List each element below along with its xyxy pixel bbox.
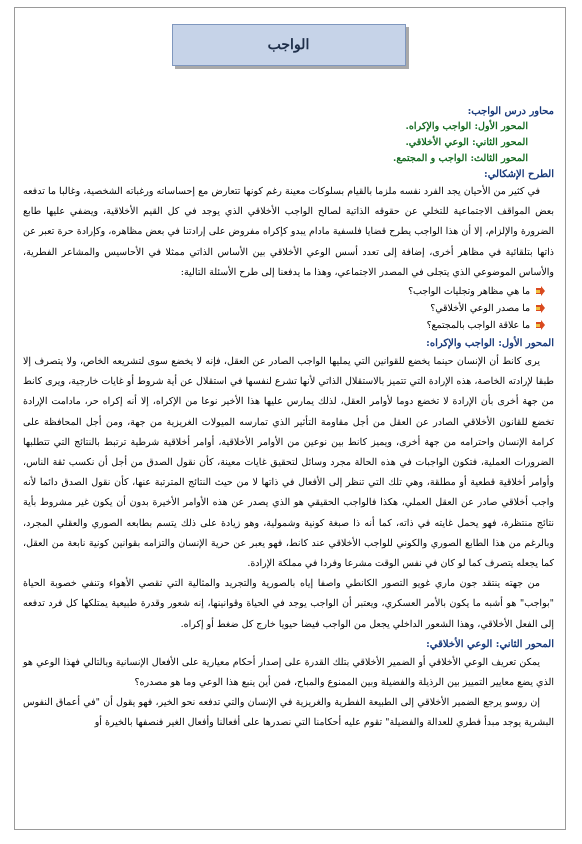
bullet-pointer-icon: [535, 286, 546, 297]
axis1-paragraph: من جهته ينتقد جون ماري غويو التصور الكانطي واصفا إياه بالصورية والتجريد والمثالية التي تقصي الأهواء وتنفي خصوبة الحياة "بواجب" هو أشبه ما يكون بالأمر العسكري، ويعتبر أن الواجب يوجد في الحياة وقوانينها، إنه شعور وقدرة طبيعية يمتلكها كل فرد تدفعه إلى الفعل الأخلاقي، وهذا الشعور الداخلي يجعل من الواجب فيضا حيويا خارج كل ضغط أو إكراه.: [23, 578, 554, 630]
question-text: ما هي مظاهر وتجليات الواجب؟: [408, 286, 530, 298]
outline-section: [23, 104, 554, 167]
question-text: ما مصدر الوعي الأخلاقي؟: [430, 303, 530, 315]
question-item: [23, 317, 546, 334]
question-item: [23, 283, 546, 300]
problem-paragraph: في كثير من الأحيان يجد الفرد نفسه ملزما بالقيام بسلوكات معينة رغم كونها تتعارض مع إحساساته ورغباته الشخصية، وغالبا ما تدفعه بعض المواقف الاجتماعية للتخلي عن حقوقه الذاتية لصالح الواجب الأخلاقي الذي يوجد في كل القيم الأخلاقية، ويضفي عليها طابع الضرورة والإلزام، إلا أن هذا الواجب يطرح قضايا فلسفية مادام يبدو كإكراه مفروض على إرادتنا في بعض مظاهره، وكإرادة حرة تعبر عن ذاتها بتلقائية في مظاهر أخرى، إضافة إلى تعدد أسس الوعي الأخلاقي بين الأساس الذاتي ممثلا في الأحاسيس والمشاعر الفطرية، والأساس الموضوعي الذي يتجلى في المصدر الاجتماعي، وهذا ما يدفعنا إلى طرح الأسئلة التالية:: [23, 186, 554, 278]
outline-heading: محاور درس الواجب:: [467, 106, 554, 117]
problem-section: [23, 167, 554, 334]
outline-item: المحور الثالث: الواجب و المجتمع.: [393, 153, 528, 164]
bullet-pointer-icon: [535, 303, 546, 314]
page-title: الواجب: [172, 24, 406, 66]
problem-heading: الطرح الإشكالي:: [484, 169, 554, 180]
question-text: ما علاقة الواجب بالمجتمع؟: [426, 320, 530, 332]
outline-item: المحور الثاني: الوعي الأخلاقي.: [405, 137, 528, 148]
axis2-section: [23, 637, 554, 734]
question-item: [23, 300, 546, 317]
axis1-heading: المحور الأول: الواجب والإكراه:: [426, 338, 554, 350]
axis1-section: [23, 336, 554, 635]
axis2-paragraph: يمكن تعريف الوعي الأخلاقي أو الضمير الأخلاقي بتلك القدرة على إصدار أحكام معيارية على الأفعال الإنسانية وبالتالي فهذا الوعي هو الذي يضع معايير التمييز بين الرذيلة والفضيلة وبين الممنوع والمباح، فمن أين ينبع هذا الوعي وما هو مصدره؟: [23, 656, 554, 689]
axis2-paragraph: إن روسو يرجع الضمير الأخلاقي إلى الطبيعة الفطرية والغريزية في الإنسان والتي تدفعه نحو الخير، فهو يقول أن "في أعماق النفوس البشرية يوجد مبدأ فطري للعدالة والفضيلة" تقوم عليه أحكامنا التي نصدرها على أفعالنا وأفعال الغير فنصفها بالخيرة أو: [23, 697, 554, 729]
outline-item: المحور الأول: الواجب والإكراه.: [405, 121, 528, 132]
bullet-pointer-icon: [535, 320, 546, 331]
axis1-paragraph: يرى كانط أن الإنسان حينما يخضع للقوانين التي يمليها الواجب الصادر عن العقل، فإنه لا يخضع سوى لتشريعه الخاص، ولا يتصرف إلا طبقا لإرادته الخاصة، هذه الإرادة التي تتميز بالاستقلال الذاتي لأنها تشرع لنفسها في استقلال عن أية شروط أو غايات خارجية، ويرى كانط من جهة أخرى بأن الإرادة لا تخضع دوما لأوامر العقل، لذلك يمارس عليها هذا الأخير نوعا من الإكراه، إلا أنه إكراه حر، مادامت الإرادة تخضع للقانون الأخلاقي الصادر عن العقل من أجل مقاومة التأثير الذي تمارسه الميولات الغريزية من جهة، ومن أجل المحافظة على كرامة الإنسان واحترامه من جهة أخرى، ويميز كانط بين نوعين من الأوامر الأخلاقية، أوامر أخلاقية شرطية ترتبط بالنتائج التي تتطلبها الضرورات العملية، فتكون الواجبات في هذه الحالة مجرد وسائل لتحقيق غايات معينة، كأن نقول الصدق من أجل أن نكسب ثقة الناس، وأوامر أخلاقية قطعية أو مطلقة، وهي تلك التي تنظر إلى الأفعال في ذاتها لا من حيث النتائج المترتبة عنها، كأن نقول الصدق دائما لأنه واجب أخلاقي صادر عن العقل العملي، هكذا فالواجب الحقيقي هو الذي يصدر عن هذه الأوامر الأخيرة بدون أن يكون غير مشروط بأية نتائج منتظرة، فهو يحمل غايته في ذاته، كما أنه ذا صبغة كونية وشمولية، وهو زيادة على ذلك يتسم بطابعه الصوري والعقلي المجرد، وبالرغم من هذا الطابع الصوري والكوني للواجب الأخلاقي عند كانط، فهو يعبر عن حرية الإنسان والتزامه بقوانين كونية نابعة من العقل، كما يجعله يتصرف كما لو كان في نفس الوقت مشرعا وفردا في مملكة الإرادة.: [23, 356, 554, 570]
document-page: [14, 7, 566, 830]
axis2-heading: المحور الثاني: الوعي الأخلاقي:: [426, 638, 554, 650]
